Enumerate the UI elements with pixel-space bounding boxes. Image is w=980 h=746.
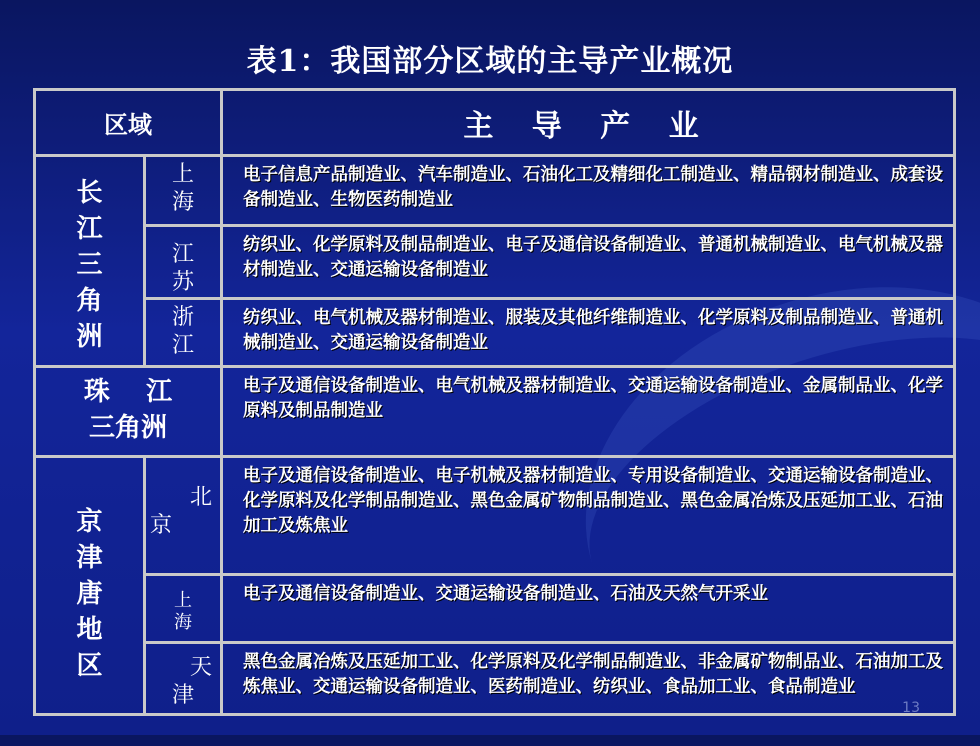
industry-desc: 纺织业、电气机械及器材制造业、服装及其他纤维制造业、化学原料及制品制造业、普通机械制造业、交通运输设备制造业 [222,299,955,367]
region-pearl-river-delta: 珠 江 三角洲 [35,367,222,457]
industry-desc: 电子信息产品制造业、汽车制造业、石油化工及精细化工制造业、精品钢材制造业、成套设备制造业、生物医药制造业 [222,156,955,226]
page-number: 13 [902,700,920,716]
table-row [35,226,955,299]
subregion-shanghai: 上 海 [145,156,222,226]
industry-desc: 电子及通信设备制造业、交通运输设备制造业、石油及天然气开采业 [222,575,955,643]
industry-desc: 纺织业、化学原料及制品制造业、电子及通信设备制造业、普通机械制造业、电气机械及器材制造业、交通运输设备制造业 [222,226,955,299]
table-row [35,299,955,367]
header-industry: 主 导 产 业 [222,90,955,156]
header-region: 区域 [35,90,222,156]
subregion-beijing: 北 京 [145,457,222,575]
region-yangtze-delta: 长 江 三 角 洲 [35,156,145,367]
region-jingjintang: 京 津 唐 地 区 [35,457,145,715]
table-row [35,457,955,575]
header-row [35,90,955,156]
industry-desc: 电子及通信设备制造业、电气机械及器材制造业、交通运输设备制造业、金属制品业、化学原料及制品制造业 [222,367,955,457]
table-row [35,643,955,715]
table-row [35,367,955,457]
industry-desc: 黑色金属冶炼及压延加工业、化学原料及化学制品制造业、非金属矿物制品业、石油加工及炼焦业、交通运输设备制造业、医药制造业、纺织业、食品加工业、食品制造业 [222,643,955,715]
subregion-jiangsu: 江 苏 [145,226,222,299]
subregion-shanghai-2: 上 海 [145,575,222,643]
subregion-zhejiang: 浙 江 [145,299,222,367]
table-row [35,156,955,226]
industry-desc: 电子及通信设备制造业、电子机械及器材制造业、专用设备制造业、交通运输设备制造业、化学原料及化学制品制造业、黑色金属矿物制品制造业、黑色金属冶炼及压延加工业、石油加工及炼焦业 [222,457,955,575]
table-row [35,575,955,643]
page-title: 表1：我国部分区域的主导产业概况 [246,44,734,79]
industry-table [33,88,956,716]
subregion-tianjin: 天 津 [145,643,222,715]
